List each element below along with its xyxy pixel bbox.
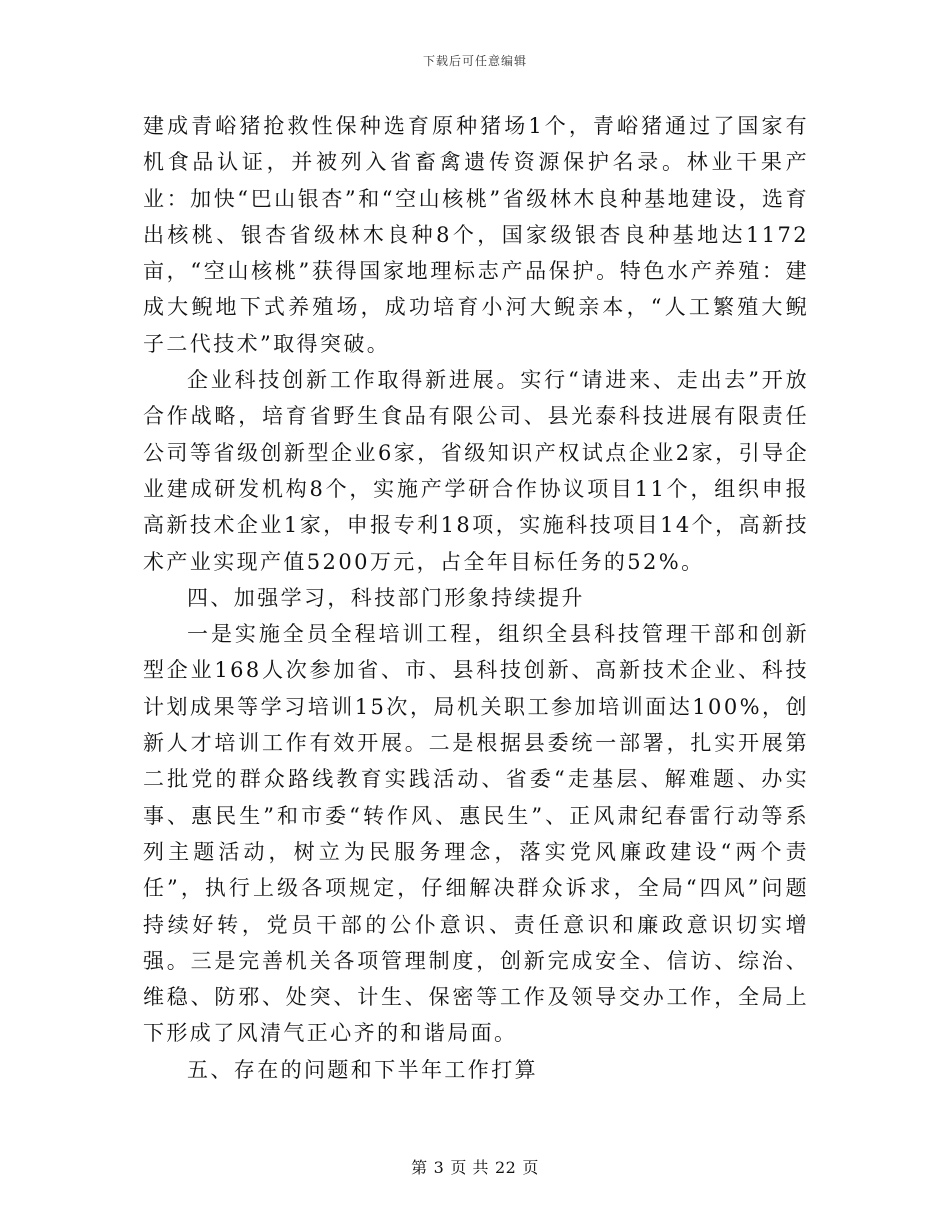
footer-total-pages: 22 [494,1158,517,1177]
paragraph-enterprise-innovation: 企业科技创新工作取得新进展。实行“请进来、走出去”开放合作战略，培育省野生食品有限公司、县光泰科技进展有限责任公司等省级创新型企业6家，省级知识产权试点企业2家，引导企业建成研发机构8个，实施产学研合作协议项目11个，组织申报高新技术企业1家，申报专利18项，实施科技项目14个，高新技术产业实现产值5200万元，占全年目标任务的52%。 [143,368,809,574]
page-header-note: 下载后可任意编辑 [422,54,527,68]
section-heading-5: 五、存在的问题和下半年工作打算 [187,1057,538,1082]
page-footer [0,1155,950,1178]
paragraph-training: 一是实施全员全程培训工程，组织全县科技管理干部和创新型企业168人次参加省、市、县科技创新、高新技术企业、科技计划成果等学习培训15次，局机关职工参加培训面达100%，创新人才培训工作有效开展。二是根据县委统一部署，扎实开展第二批党的群众路线教育实践活动、省委“走基层、解难题、办实事、惠民生”和市委“转作风、惠民生”、正风肃纪春雷行动等系列主题活动，树立为民服务理念，落实党风廉政建设“两个责任”，执行上级各项规定，仔细解决群众诉求，全局“四风”问题持续好转，党员干部的公仆意识、责任意识和廉政意识切实增强。三是完善机关各项管理制度，创新完成安全、信访、综治、维稳、防邪、处突、计生、保密等工作及领导交办工作，全局上下形成了风清气正心齐的和谐局面。 [143,622,809,1046]
footer-middle: 页 共 [450,1158,489,1177]
document-body [143,108,809,1088]
footer-suffix: 页 [522,1158,539,1177]
section-heading-4: 四、加强学习，科技部门形象持续提升 [187,585,585,610]
footer-page-number: 3 [433,1158,445,1177]
footer-prefix: 第 [411,1158,428,1177]
paragraph-continuation: 建成青峪猪抢救性保种选育原种猪场1个，青峪猪通过了国家有机食品认证，并被列入省畜禽遗传资源保护名录。林业干果产业：加快“巴山银杏”和“空山核桃”省级林木良种基地建设，选育出核桃、银杏省级林木良种8个，国家级银杏良种基地达1172亩，“空山核桃”获得国家地理标志产品保护。特色水产养殖：建成大鲵地下式养殖场，成功培育小河大鲵亲本，“人工繁殖大鲵子二代技术”取得突破。 [143,114,809,356]
